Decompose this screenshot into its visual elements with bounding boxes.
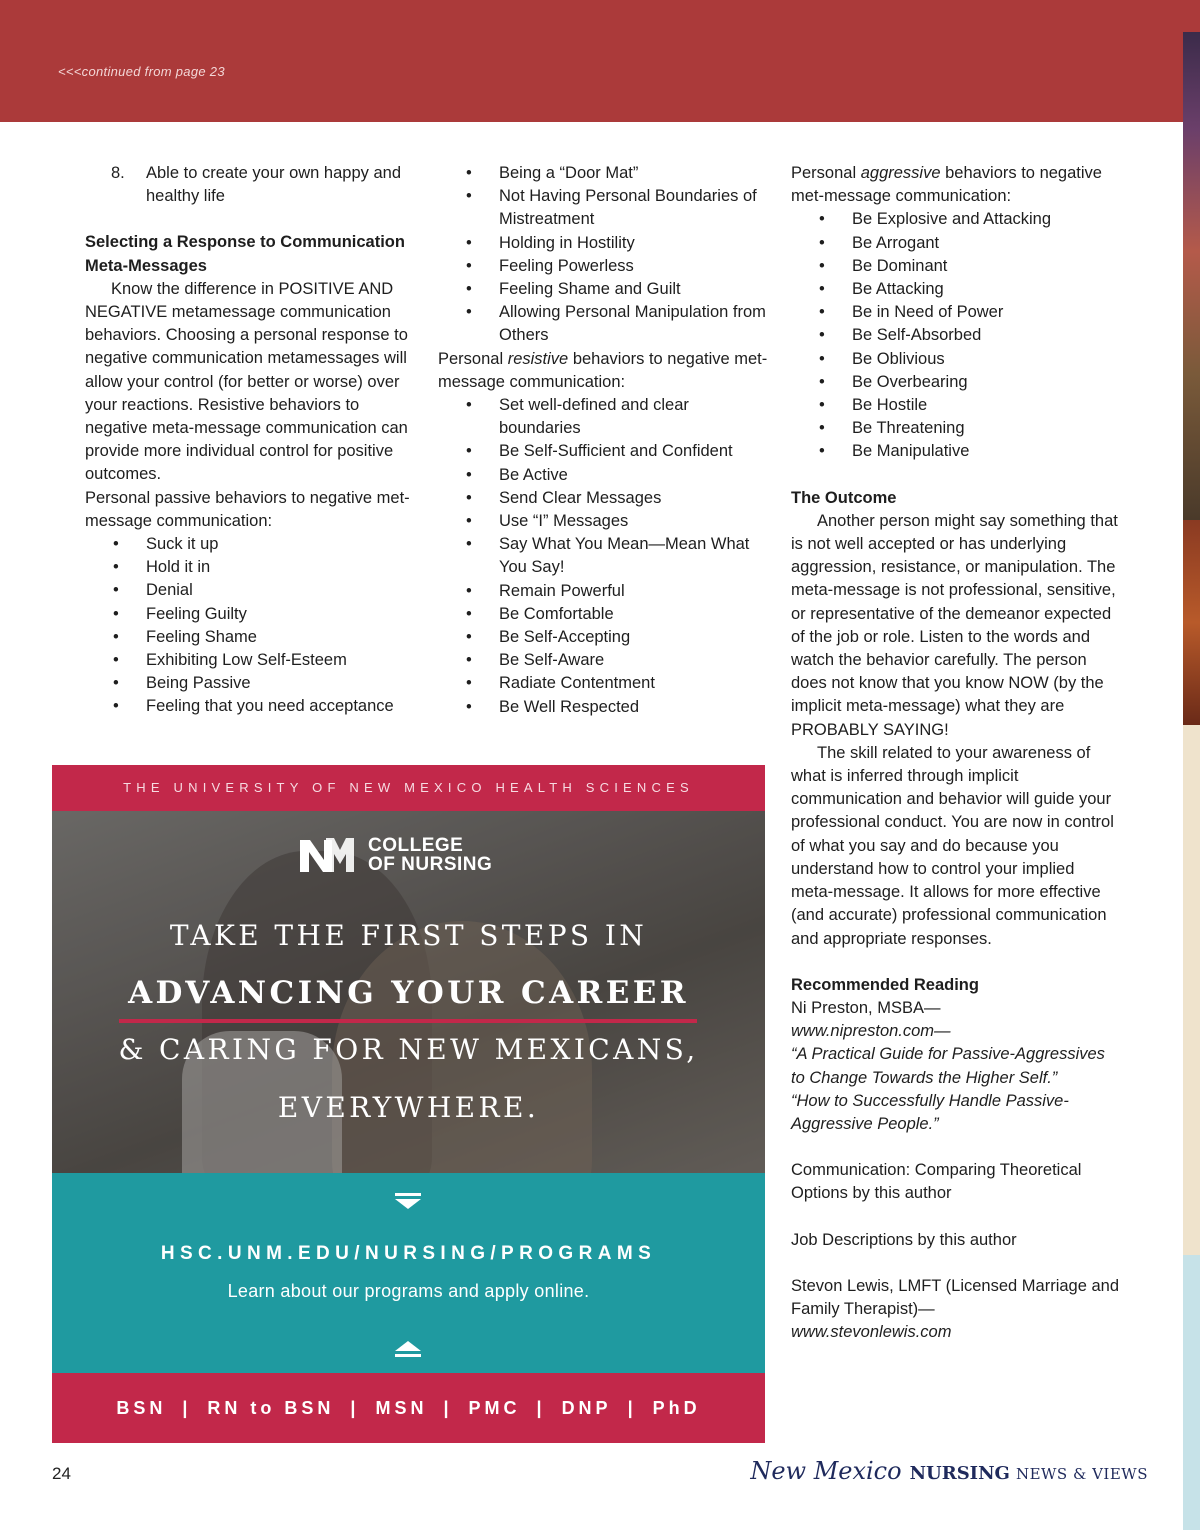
- paragraph: The skill related to your awareness of what is inferred through implicit communication and behavior will guide your professional conduct. You are now in control of what you say and do because you understand how to control your implied meta-message. It allows for more effective (and accurate) professional communication and appropriate responses.: [791, 743, 1114, 948]
- passive-list: [85, 533, 415, 719]
- list-item: • Say What You Mean—Mean What You Say!: [438, 533, 768, 579]
- college-logo: [296, 833, 492, 877]
- headline-underline: [119, 1019, 697, 1023]
- brand-small: NEWS & VIEWS: [1015, 1465, 1148, 1483]
- side-strip-sand: [1183, 725, 1200, 1255]
- unm-logo-icon: [296, 834, 360, 876]
- logo-line-1: COLLEGE: [368, 835, 464, 856]
- list-item: • Radiate Contentment: [438, 672, 768, 695]
- reading-website: www.stevonlewis.com: [791, 1323, 952, 1342]
- list-item: • Be Attacking: [791, 278, 1121, 301]
- list-item: • Feeling Guilty: [85, 603, 415, 626]
- program-msn: MSN: [375, 1397, 428, 1418]
- list-item: • Being a “Door Mat”: [438, 162, 768, 185]
- list-item: • Exhibiting Low Self-Esteem: [85, 649, 415, 672]
- brand-bold: NURSING: [909, 1463, 1010, 1484]
- aggressive-list: [791, 208, 1121, 463]
- ad-headline-2: ADVANCING YOUR CAREER: [128, 975, 689, 1011]
- list-number: 8.: [111, 164, 125, 182]
- program-bsn: BSN: [116, 1397, 167, 1418]
- ad-programs-bar: [52, 1373, 765, 1443]
- side-strip-rock: [1183, 520, 1200, 725]
- program-dnp: DNP: [561, 1397, 612, 1418]
- programs-url-link[interactable]: HSC.UNM.EDU/NURSING/PROGRAMS: [160, 1243, 657, 1264]
- side-strip-sky: [1183, 1255, 1200, 1530]
- list-item-text: Able to create your own happy and healthy life: [146, 164, 402, 206]
- ad-top-banner: THE UNIVERSITY OF NEW MEXICO HEALTH SCIENCES: [52, 765, 765, 811]
- resistive-intro: Personal resistive behaviors to negative met-message communication:: [438, 349, 768, 391]
- program-pmc: PMC: [468, 1397, 521, 1418]
- arrow-up-icon: [395, 1339, 421, 1357]
- list-item: • Be Threatening: [791, 417, 1121, 440]
- list-item: • Be Self-Sufficient and Confident: [438, 440, 768, 463]
- aggressive-intro: Personal aggressive behaviors to negative met-message communication:: [791, 164, 1102, 206]
- list-item: • Be Oblivious: [791, 348, 1121, 371]
- program-phd: PhD: [652, 1397, 701, 1418]
- reading-title: “How to Successfully Handle Passive-Aggressive People.”: [791, 1091, 1069, 1133]
- list-item: • Be Arrogant: [791, 232, 1121, 255]
- reading-author: Ni Preston, MSBA—: [791, 998, 941, 1017]
- list-item: • Be Self-Aware: [438, 649, 768, 672]
- list-item: • Feeling that you need acceptance: [85, 695, 415, 718]
- section-heading-reading: Recommended Reading: [791, 975, 979, 994]
- ad-photo: [52, 811, 765, 1173]
- list-item: • Be Self-Absorbed: [791, 324, 1121, 347]
- learn-more-text: Learn about our programs and apply online.: [227, 1281, 590, 1301]
- brand-script: New Mexico: [750, 1457, 902, 1485]
- article-column-1: [85, 162, 415, 719]
- list-item: • Be Self-Accepting: [438, 626, 768, 649]
- logo-line-2: OF NURSING: [368, 854, 493, 875]
- reading-website: www.nipreston.com—: [791, 1022, 951, 1041]
- list-item: • Be Active: [438, 464, 768, 487]
- list-item: • Be Explosive and Attacking: [791, 208, 1121, 231]
- list-item: • Holding in Hostility: [438, 232, 768, 255]
- passive-intro: Personal passive behaviors to negative met-message communication:: [85, 488, 410, 530]
- reading-title: “A Practical Guide for Passive-Aggressives to Change Towards the Higher Self.”: [791, 1045, 1105, 1087]
- list-item: • Be Well Respected: [438, 696, 768, 719]
- list-item: • Denial: [85, 579, 415, 602]
- program-separator: |: [536, 1397, 546, 1418]
- program-separator: |: [350, 1397, 360, 1418]
- list-item: • Allowing Personal Manipulation from Others: [438, 301, 768, 347]
- list-item: • Remain Powerful: [438, 580, 768, 603]
- page-number: 24: [52, 1464, 71, 1483]
- side-strip-photo: [1183, 32, 1200, 520]
- article-column-3: [791, 162, 1121, 1344]
- list-item: • Be Comfortable: [438, 603, 768, 626]
- section-heading: Selecting a Response to Communication Meta-Messages: [85, 233, 405, 275]
- ad-headline-3: & CARING FOR NEW MEXICANS,: [118, 1033, 699, 1066]
- program-separator: |: [627, 1397, 637, 1418]
- list-item: • Set well-defined and clear boundaries: [438, 394, 768, 440]
- list-item: • Be in Need of Power: [791, 301, 1121, 324]
- program-separator: |: [182, 1397, 192, 1418]
- numbered-list: [85, 162, 415, 208]
- list-item: • Be Dominant: [791, 255, 1121, 278]
- ad-headline-4: EVERYWHERE.: [277, 1091, 540, 1124]
- list-item: • Feeling Shame and Guilt: [438, 278, 768, 301]
- reading-item: Communication: Comparing Theoretical Options by this author: [791, 1161, 1082, 1203]
- list-item: • Send Clear Messages: [438, 487, 768, 510]
- list-item: • Be Manipulative: [791, 440, 1121, 463]
- list-item: • Be Overbearing: [791, 371, 1121, 394]
- paragraph: Another person might say something that is not well accepted or has underlying aggression, resistance, or manipulation. The meta-message is not professional, sensitive, or representative of the demeanor expected of the job or role. Listen to the words and watch the behavior carefully. The person does not know that you know NOW (by the implicit meta-message) what they are PROBABLY SAYING!: [791, 511, 1118, 739]
- ad-cta-panel: [52, 1173, 765, 1373]
- list-item: • Feeling Powerless: [438, 255, 768, 278]
- list-item: [85, 162, 415, 208]
- publication-brand: [750, 1457, 1148, 1485]
- section-heading-outcome: The Outcome: [791, 488, 897, 507]
- reading-author: Stevon Lewis, LMFT (Licensed Marriage and Family Therapist)—: [791, 1276, 1120, 1318]
- header-band: [0, 0, 1183, 122]
- list-item: • Suck it up: [85, 533, 415, 556]
- ad-headline-1: TAKE THE FIRST STEPS IN: [169, 919, 648, 952]
- reading-item: Job Descriptions by this author: [791, 1230, 1017, 1249]
- continued-note: <<<continued from page 23: [58, 64, 225, 79]
- resistive-list: [438, 394, 768, 719]
- list-item: • Being Passive: [85, 672, 415, 695]
- program-rn-to-bsn: RN to BSN: [207, 1397, 335, 1418]
- paragraph: Know the difference in POSITIVE AND NEGATIVE metamessage communication behaviors. Choosing a personal response to negative communication metamessages will allow your control (for better or worse) over your reactions. Resistive behaviors to negative meta-message communication can provide more individual control for positive outcomes.: [85, 279, 408, 484]
- list-item: • Hold it in: [85, 556, 415, 579]
- article-column-2: [438, 162, 768, 719]
- program-separator: |: [443, 1397, 453, 1418]
- list-item: • Use “I” Messages: [438, 510, 768, 533]
- list-item: • Be Hostile: [791, 394, 1121, 417]
- list-item: • Not Having Personal Boundaries of Mistreatment: [438, 185, 768, 231]
- list-item: • Feeling Shame: [85, 626, 415, 649]
- arrow-down-icon: [395, 1193, 421, 1211]
- passive-list-continued: [438, 162, 768, 348]
- side-strip-top: [1183, 0, 1200, 32]
- nursing-advertisement: [52, 765, 765, 1443]
